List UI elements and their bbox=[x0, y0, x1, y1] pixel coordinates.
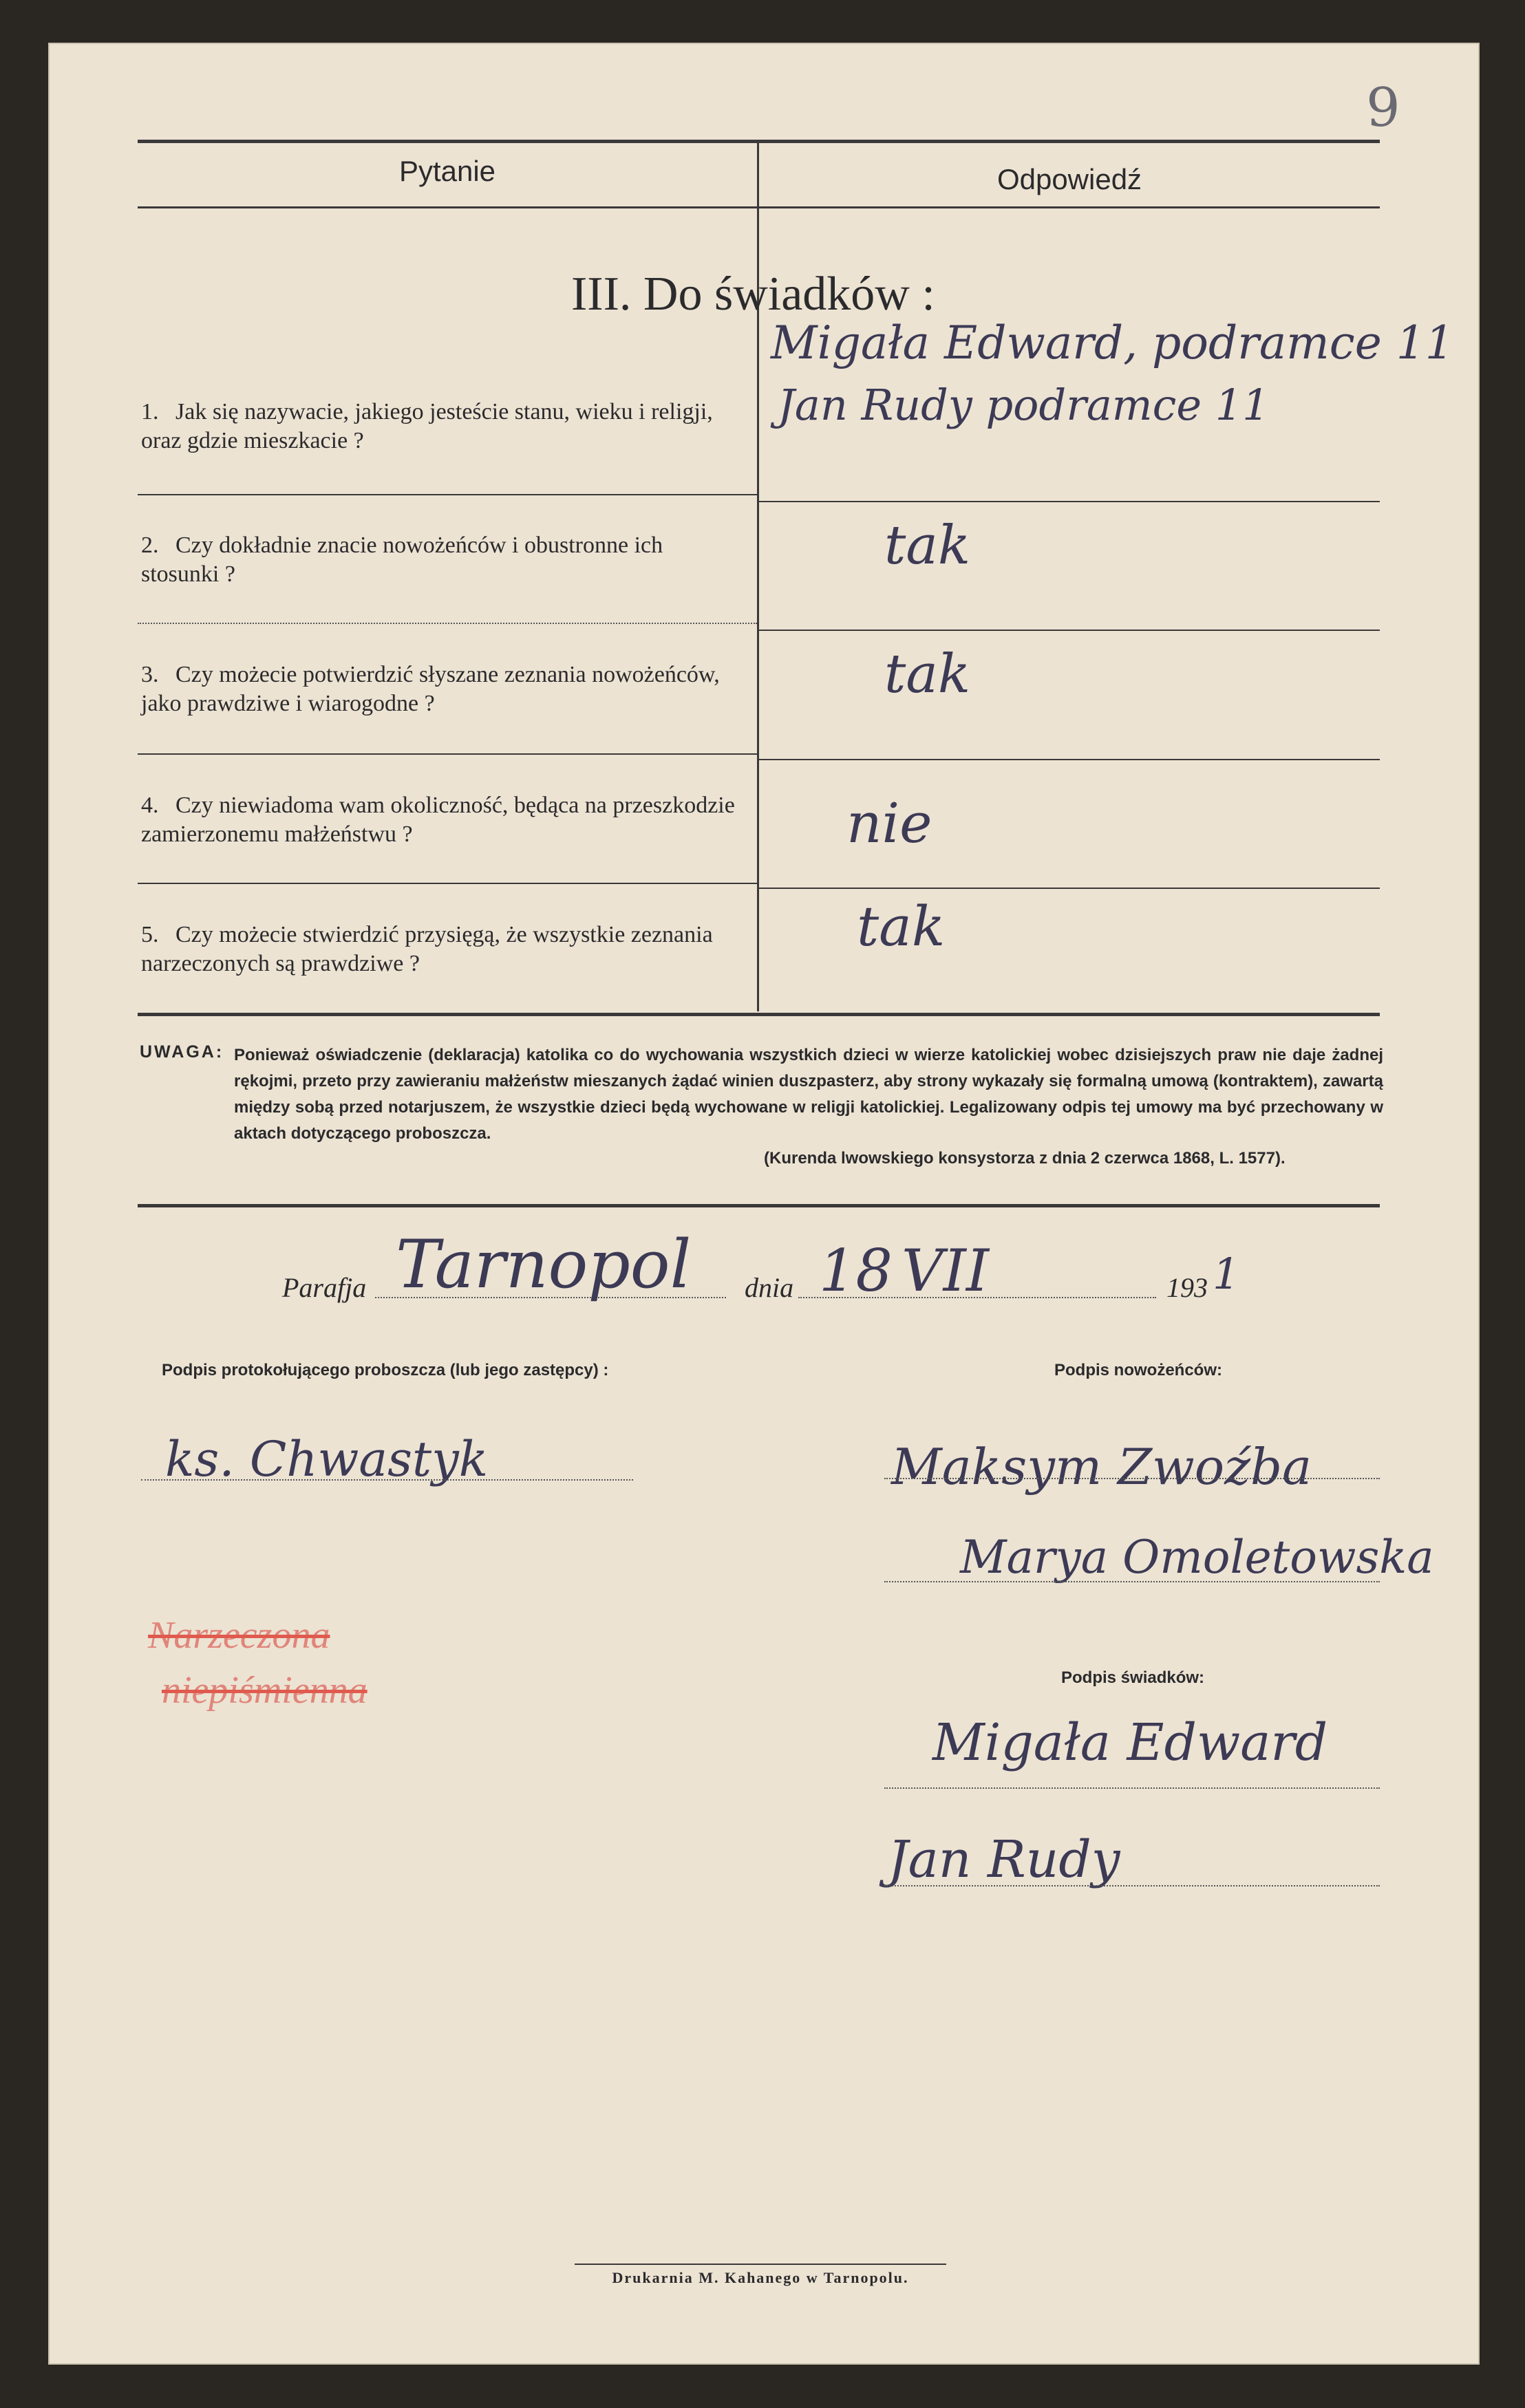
question-number: 1. bbox=[141, 399, 159, 424]
witness-1-signature: Migała Edward bbox=[932, 1713, 1328, 1772]
protocol-signature-line bbox=[141, 1479, 633, 1481]
question-text: Jak się nazywacie, jakiego jesteście stanu, wieku i religji, oraz gdzie mieszkacie ? bbox=[141, 399, 713, 453]
answer-1-line-2: Jan Rudy podramce 11 bbox=[778, 380, 1270, 430]
date-day: 18 bbox=[819, 1237, 893, 1304]
row-rule-3-right bbox=[759, 759, 1380, 760]
uwaga-source: (Kurenda lwowskiego konsystorza z dnia 2 czerwca 1868, L. 1577). bbox=[764, 1149, 1286, 1168]
spouse-2-signature-line bbox=[884, 1581, 1380, 1582]
question-4 bbox=[141, 791, 740, 849]
date-year-prefix: 193 bbox=[1166, 1272, 1208, 1303]
uwaga-label: UWAGA: bbox=[140, 1042, 224, 1062]
protocol-signature-label: Podpis protokołującego proboszcza (lub jego zastępcy) : bbox=[162, 1361, 609, 1379]
section-separator-rule bbox=[138, 1204, 1380, 1207]
question-5 bbox=[141, 921, 740, 978]
question-number: 2. bbox=[141, 533, 159, 558]
answer-1-line-1: Migała Edward, podramce 11 bbox=[771, 316, 1454, 369]
table-bottom-rule bbox=[138, 1013, 1380, 1016]
witness-2-signature-line bbox=[884, 1885, 1380, 1886]
question-1 bbox=[141, 398, 740, 455]
question-text: Czy możecie stwierdzić przysięgą, że wszystkie zeznania narzeczonych są prawdziwe ? bbox=[141, 922, 713, 976]
header-answer-col: Odpowiedź bbox=[996, 163, 1142, 195]
question-2 bbox=[141, 531, 740, 589]
question-number: 3. bbox=[141, 662, 159, 687]
row-rule-1-left bbox=[138, 494, 757, 495]
printer-rule bbox=[575, 2264, 946, 2265]
header-question-col: Pytanie bbox=[398, 155, 496, 187]
date-year-suffix: 1 bbox=[1213, 1249, 1240, 1299]
answer-2: tak bbox=[884, 515, 971, 577]
row-rule-4-right bbox=[759, 888, 1380, 889]
row-rule-2-left bbox=[138, 623, 757, 624]
answer-3: tak bbox=[884, 643, 971, 705]
printer-imprint: Drukarnia M. Kahanego w Tarnopolu. bbox=[612, 2269, 909, 2286]
answer-5: tak bbox=[857, 894, 946, 958]
question-text: Czy niewiadoma wam okoliczność, będąca na przeszkodzie zamierzonemu małżeństwu ? bbox=[141, 793, 735, 847]
witness-1-signature-line bbox=[884, 1787, 1380, 1789]
date-label: dnia bbox=[745, 1272, 794, 1303]
date-month: VII bbox=[902, 1237, 990, 1304]
row-rule-4-left bbox=[138, 883, 757, 884]
question-number: 4. bbox=[141, 793, 159, 818]
struck-text-line-1: Narzeczona bbox=[148, 1614, 330, 1657]
spouses-signature-label: Podpis nowożeńców: bbox=[1054, 1361, 1222, 1379]
row-rule-1-right bbox=[759, 501, 1380, 502]
question-text: Czy możecie potwierdzić słyszane zeznania nowożeńców, jako prawdziwe i wiarogodne ? bbox=[141, 662, 720, 716]
protocol-signature: ks. Chwastyk bbox=[165, 1431, 489, 1487]
question-text: Czy dokładnie znacie nowożeńców i obustronne ich stosunki ? bbox=[141, 533, 663, 587]
question-3 bbox=[141, 660, 740, 718]
row-rule-3-left bbox=[138, 753, 757, 755]
spouse-1-signature: Maksym Zwoźba bbox=[891, 1438, 1312, 1496]
uwaga-text: Ponieważ oświadczenie (deklaracja) katolika co do wychowania wszystkich dzieci w wierze katolickiej wobec dzisiejszych praw nie daje żadnej rękojmi, przeto przy zawieraniu małżeństw mieszanych żądać winien duszpasterz, aby strony wykazały się formalną umową (kontraktem), zawartą między sobą przed notarjuszem, że wszystkie dzieci będą wychowane w religji katolickiej. Legalizowany odpis tej umowy ma być przechowany w aktach dotyczącego proboszcza. bbox=[234, 1046, 1383, 1143]
witness-2-signature: Jan Rudy bbox=[888, 1830, 1120, 1889]
question-number: 5. bbox=[141, 922, 159, 947]
parish-value: Tarnopol bbox=[396, 1226, 692, 1303]
parish-label: Parafja bbox=[282, 1272, 367, 1303]
struck-text-line-2: niepiśmienna bbox=[162, 1669, 367, 1712]
corner-number: 9 bbox=[1366, 77, 1400, 139]
spouse-1-signature-line bbox=[884, 1478, 1380, 1479]
witnesses-signature-label: Podpis świadków: bbox=[1061, 1668, 1205, 1687]
section-title: III. Do świadków : bbox=[571, 268, 935, 321]
spouse-2-signature: Marya Omoletowska bbox=[960, 1531, 1434, 1584]
row-rule-2-right bbox=[759, 630, 1380, 631]
answer-4: nie bbox=[846, 791, 932, 855]
